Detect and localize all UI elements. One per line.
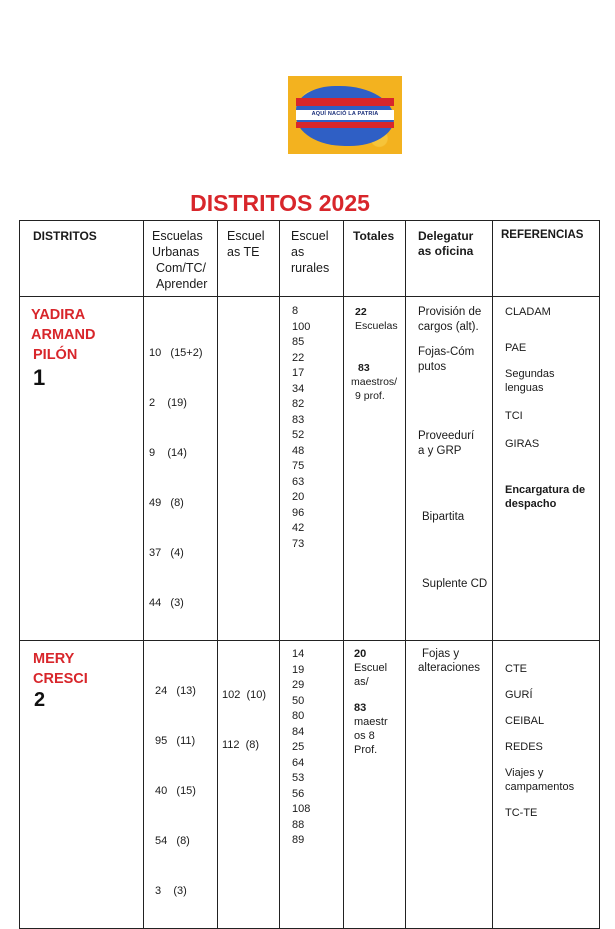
- header-te: [218, 221, 280, 297]
- list-item: 29: [292, 679, 305, 691]
- list-item: 50: [292, 694, 305, 707]
- list-item: 8: [292, 305, 299, 317]
- header-urbanas-l3: Com/TC/: [156, 261, 206, 275]
- distrito-2-number: 2: [34, 689, 46, 711]
- distrito-2-rurales-list: [292, 647, 343, 849]
- distritos-table: [19, 220, 600, 929]
- header-distritos: [20, 221, 144, 297]
- header-rurales-l1: Escuel: [291, 229, 329, 243]
- list-item: 64: [292, 756, 305, 769]
- header-distritos-label: DISTRITOS: [33, 229, 97, 243]
- distrito-2-te-list: [222, 658, 279, 782]
- distrito-2-urbanas-list: [155, 654, 217, 928]
- ref-item: GIRAS: [505, 438, 540, 450]
- distrito-1-te: [218, 297, 280, 641]
- header-rurales: [280, 221, 344, 297]
- list-item: 34: [292, 382, 305, 395]
- list-item: 48: [292, 444, 305, 457]
- distrito-2-escuelas-l2: as/: [354, 676, 369, 688]
- ref-item: CLADAM: [505, 306, 551, 318]
- list-item: 73: [292, 537, 305, 550]
- deleg-suplente: Suplente CD: [422, 578, 488, 590]
- list-item: 49 (8): [149, 497, 184, 509]
- deleg-fojas-l1: Fojas-Cóm: [418, 346, 475, 358]
- header-deleg-l2: as oficina: [418, 244, 474, 258]
- banner-red-stripe-2: [296, 122, 394, 128]
- header-urbanas: [144, 221, 218, 297]
- list-item: 42: [292, 522, 305, 534]
- distrito-2-escuelas-l1: Escuel: [354, 662, 388, 674]
- header-totales: [344, 221, 406, 297]
- header-rurales-l2: as: [291, 245, 305, 259]
- ref-item: CTE: [505, 663, 527, 675]
- distrito-2-delegaturas: [406, 641, 493, 929]
- ref-item: Encargatura de: [505, 484, 586, 496]
- distrito-2-name-l2: CRESCI: [33, 671, 88, 687]
- page-title: DISTRITOS 2025: [190, 190, 370, 216]
- distrito-1-rurales: [280, 297, 344, 641]
- distrito-1-cell: [20, 297, 144, 641]
- header-totales-label: Totales: [353, 229, 395, 243]
- header-urbanas-l4: Aprender: [156, 277, 208, 291]
- deleg-fojas-l2: putos: [418, 361, 447, 373]
- list-item: 80: [292, 710, 305, 722]
- ref-item: despacho: [505, 498, 557, 510]
- list-item: 22: [292, 351, 305, 364]
- ref-item: campamentos: [505, 781, 575, 793]
- list-item: 52: [292, 429, 305, 441]
- distrito-2-name-l1: MERY: [33, 651, 75, 667]
- list-item: 3 (3): [155, 885, 187, 897]
- distrito-1-name-l2: ARMAND: [31, 327, 96, 343]
- deleg-provision-l1: Provisión de: [418, 306, 482, 318]
- deleg-fojas-alt-l1: Fojas y: [422, 648, 460, 660]
- ref-item: REDES: [505, 741, 543, 753]
- list-item: 56: [292, 787, 305, 800]
- distrito-1-maestros-l2: 9 prof.: [355, 390, 385, 402]
- banner-red-stripe: [296, 98, 394, 106]
- list-item: 85: [292, 336, 305, 348]
- list-item: 10 (15+2): [149, 347, 203, 359]
- list-item: 14: [292, 648, 305, 660]
- list-item: 63: [292, 475, 305, 488]
- distrito-1-delegaturas: [406, 297, 493, 641]
- header-referencias: [493, 221, 600, 297]
- distrito-2-maestros-l1: maestr: [354, 716, 388, 728]
- list-item: 17: [292, 367, 305, 379]
- ref-item: CEIBAL: [505, 715, 545, 727]
- patria-banner-image: [288, 76, 402, 154]
- list-item: 83: [292, 413, 305, 426]
- distrito-1-totales: [344, 297, 406, 641]
- distrito-2-totales: [344, 641, 406, 929]
- list-item: 20: [292, 491, 305, 503]
- distrito-1-urbanas-list: [149, 316, 217, 640]
- distrito-2-urbanas: [144, 641, 218, 929]
- list-item: 108: [292, 803, 311, 815]
- list-item: 44 (3): [149, 597, 184, 609]
- list-item: 95 (11): [155, 735, 196, 747]
- header-delegaturas: [406, 221, 493, 297]
- distrito-2-cell: [20, 641, 144, 929]
- list-item: 54 (8): [155, 835, 190, 847]
- distrito-2-te: [218, 641, 280, 929]
- distrito-1-referencias: [493, 297, 600, 641]
- header-te-l2: as TE: [227, 245, 260, 259]
- distrito-1-rurales-list: [292, 304, 343, 552]
- header-te-l1: Escuel: [227, 229, 265, 243]
- distrito-1-escuelas-label: Escuelas: [355, 320, 398, 332]
- list-item: 100: [292, 320, 311, 333]
- ref-item: GURÍ: [505, 689, 533, 701]
- deleg-provision-l2: cargos (alt).: [418, 321, 479, 333]
- list-item: 96: [292, 506, 305, 519]
- header-row: [20, 221, 600, 297]
- header-urbanas-l1: Escuelas: [152, 229, 203, 243]
- ref-item: PAE: [505, 342, 527, 354]
- list-item: 37 (4): [149, 547, 184, 559]
- list-item: 84: [292, 725, 305, 738]
- list-item: 40 (15): [155, 785, 196, 797]
- list-item: 89: [292, 834, 305, 846]
- distrito-2-rurales: [280, 641, 344, 929]
- list-item: 24 (13): [155, 685, 196, 697]
- deleg-bipartita: Bipartita: [422, 511, 465, 523]
- distrito-1-number: 1: [33, 365, 46, 390]
- distrito-2-maestros-l2: os 8: [354, 730, 375, 742]
- header-urbanas-l2: Urbanas: [152, 245, 200, 259]
- ref-item: TC-TE: [505, 807, 538, 819]
- ref-item: TCI: [505, 410, 523, 422]
- ref-item: Segundas: [505, 368, 555, 380]
- distrito-2-maestros-count: 83: [354, 702, 367, 714]
- list-item: 102 (10): [222, 689, 267, 701]
- deleg-fojas-alt-l2: alteraciones: [418, 662, 481, 674]
- list-item: 75: [292, 460, 305, 472]
- distrito-1-name-l3: PILÓN: [33, 347, 78, 363]
- header-rurales-l3: rurales: [291, 261, 330, 275]
- ref-item: lenguas: [505, 382, 544, 394]
- distrito-1-escuelas-count: 22: [355, 306, 367, 318]
- ref-item: Viajes y: [505, 767, 544, 779]
- list-item: 88: [292, 818, 305, 831]
- list-item: 82: [292, 398, 305, 410]
- distrito-1-urbanas: [144, 297, 218, 641]
- deleg-proveeduria-l2: a y GRP: [418, 445, 462, 457]
- distrito-2-maestros-l3: Prof.: [354, 744, 378, 756]
- table-row-distrito-1: [20, 297, 600, 641]
- list-item: 25: [292, 741, 305, 753]
- distrito-1-maestros-l1: maestros/: [351, 376, 398, 388]
- distrito-1-name-l1: YADIRA: [31, 307, 86, 323]
- list-item: 53: [292, 772, 305, 784]
- distrito-2-escuelas-count: 20: [354, 648, 367, 660]
- deleg-proveeduria-l1: Proveedurí: [418, 430, 475, 442]
- list-item: 112 (8): [222, 739, 260, 751]
- distrito-2-referencias: [493, 641, 600, 929]
- banner-text: AQUÍ NACIÓ LA PATRIA: [311, 111, 379, 117]
- list-item: 9 (14): [149, 447, 187, 459]
- header-referencias-label: REFERENCIAS: [501, 229, 584, 241]
- header-deleg-l1: Delegatur: [418, 229, 474, 243]
- distrito-1-maestros-count: 83: [358, 362, 370, 374]
- table-row-distrito-2: [20, 641, 600, 929]
- list-item: 2 (19): [149, 397, 187, 409]
- list-item: 19: [292, 663, 305, 676]
